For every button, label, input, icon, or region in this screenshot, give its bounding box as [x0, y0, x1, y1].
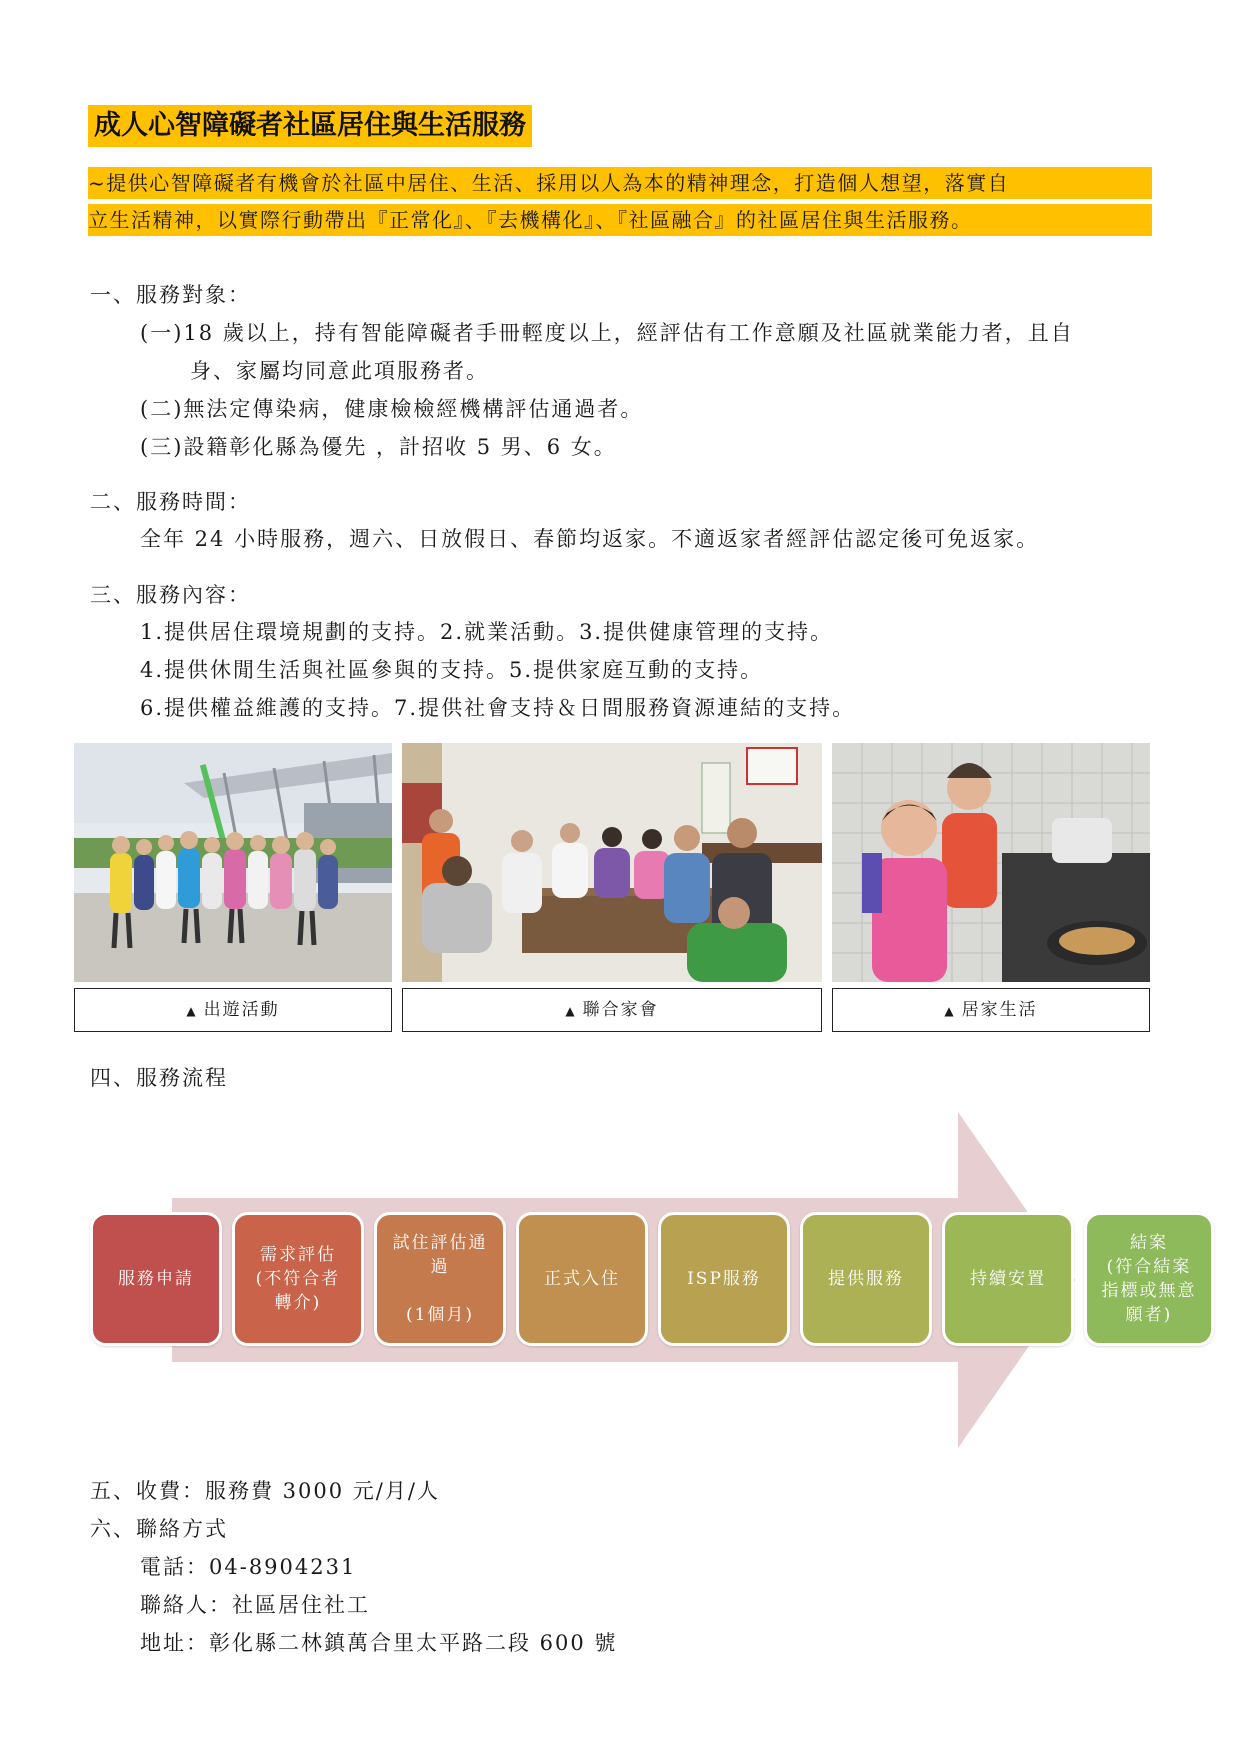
flow-step-6: [800, 1212, 932, 1346]
section3-item-2: 4.提供休閒生活與社區參與的支持。5.提供家庭互動的支持。: [140, 658, 764, 682]
section1-item-1-cont: 身、家屬均同意此項服務者。: [190, 359, 489, 383]
flow-step-label: 正式入住: [544, 1269, 620, 1289]
flow-step-label: 願者): [1125, 1305, 1173, 1325]
flow-step-label: 轉介): [274, 1293, 322, 1313]
flow-step-5: [658, 1212, 790, 1346]
flow-step-label: [436, 1279, 443, 1303]
section4-heading: 四、服務流程: [90, 1066, 228, 1090]
flow-step-label: 需求評估: [260, 1245, 336, 1265]
section1-heading: 一、服務對象：: [90, 283, 251, 307]
flow-step-4: [516, 1212, 648, 1346]
flow-step-label: (符合結案: [1106, 1257, 1192, 1277]
flow-step-label: ISP服務: [687, 1269, 761, 1289]
intro-line-2: 立生活精神，以實際行動帶出『正常化』、『去機構化』、『社區融合』的社區居住與生活服務。: [88, 204, 1152, 236]
contact-address: 地址：彰化縣二林鎮萬合里太平路二段 600 號: [140, 1631, 618, 1655]
section2-text: 全年 24 小時服務，週六、日放假日、春節均返家。不適返家者經評估認定後可免返家。: [140, 527, 1040, 551]
section6-heading: 六、聯絡方式: [90, 1517, 228, 1541]
flow-step-label: 指標或無意: [1101, 1281, 1197, 1301]
caption-outing: ▲ 出遊活動: [74, 988, 392, 1032]
flow-step-label: 過: [430, 1257, 450, 1277]
triangle-up-icon: ▲: [186, 1004, 198, 1018]
flow-step-3: [374, 1212, 506, 1346]
flow-step-label: 服務申請: [118, 1269, 194, 1289]
section3-item-1: 1.提供居住環境規劃的支持。2.就業活動。3.提供健康管理的支持。: [140, 620, 834, 644]
contact-phone: 電話：04-8904231: [140, 1555, 357, 1579]
fee-text: 五、收費：服務費 3000 元/月/人: [90, 1479, 440, 1503]
flow-step-8: [1084, 1212, 1214, 1346]
page-title: 成人心智障礙者社區居住與生活服務: [88, 105, 532, 147]
caption-home-life: ▲ 居家生活: [832, 988, 1150, 1032]
contact-person: 聯絡人：社區居住社工: [140, 1593, 370, 1617]
section1-item-2: (二)無法定傳染病，健康檢檢經機構評估通過者。: [140, 397, 644, 421]
flow-step-label: 試住評估通: [392, 1233, 488, 1253]
section3-item-3: 6.提供權益維護的支持。7.提供社會支持＆日間服務資源連結的支持。: [140, 696, 856, 720]
flow-step-label: (1個月): [405, 1305, 475, 1325]
flow-step-label: 提供服務: [828, 1269, 904, 1289]
flow-step-label: 持續安置: [970, 1269, 1046, 1289]
section1-item-3: (三)設籍彰化縣為優先 ，計招收 5 男、6 女。: [140, 435, 617, 459]
section3-heading: 三、服務內容：: [90, 583, 251, 607]
triangle-up-icon: ▲: [944, 1004, 956, 1018]
section1-item-1: (一)18 歲以上，持有智能障礙者手冊輕度以上，經評估有工作意願及社區就業能力者，且自: [140, 321, 1074, 345]
flow-step-1: [90, 1212, 222, 1346]
intro-line-1: ~提供心智障礙者有機會於社區中居住、生活、採用以人為本的精神理念，打造個人想望，落實自: [88, 167, 1152, 199]
flow-step-7: [942, 1212, 1074, 1346]
flow-step-2: [232, 1212, 364, 1346]
flow-step-label: 結案: [1130, 1233, 1168, 1253]
flow-step-label: (不符合者: [255, 1269, 341, 1289]
caption-family-meeting: ▲ 聯合家會: [402, 988, 822, 1032]
triangle-up-icon: ▲: [565, 1004, 577, 1018]
section2-heading: 二、服務時間：: [90, 490, 251, 514]
